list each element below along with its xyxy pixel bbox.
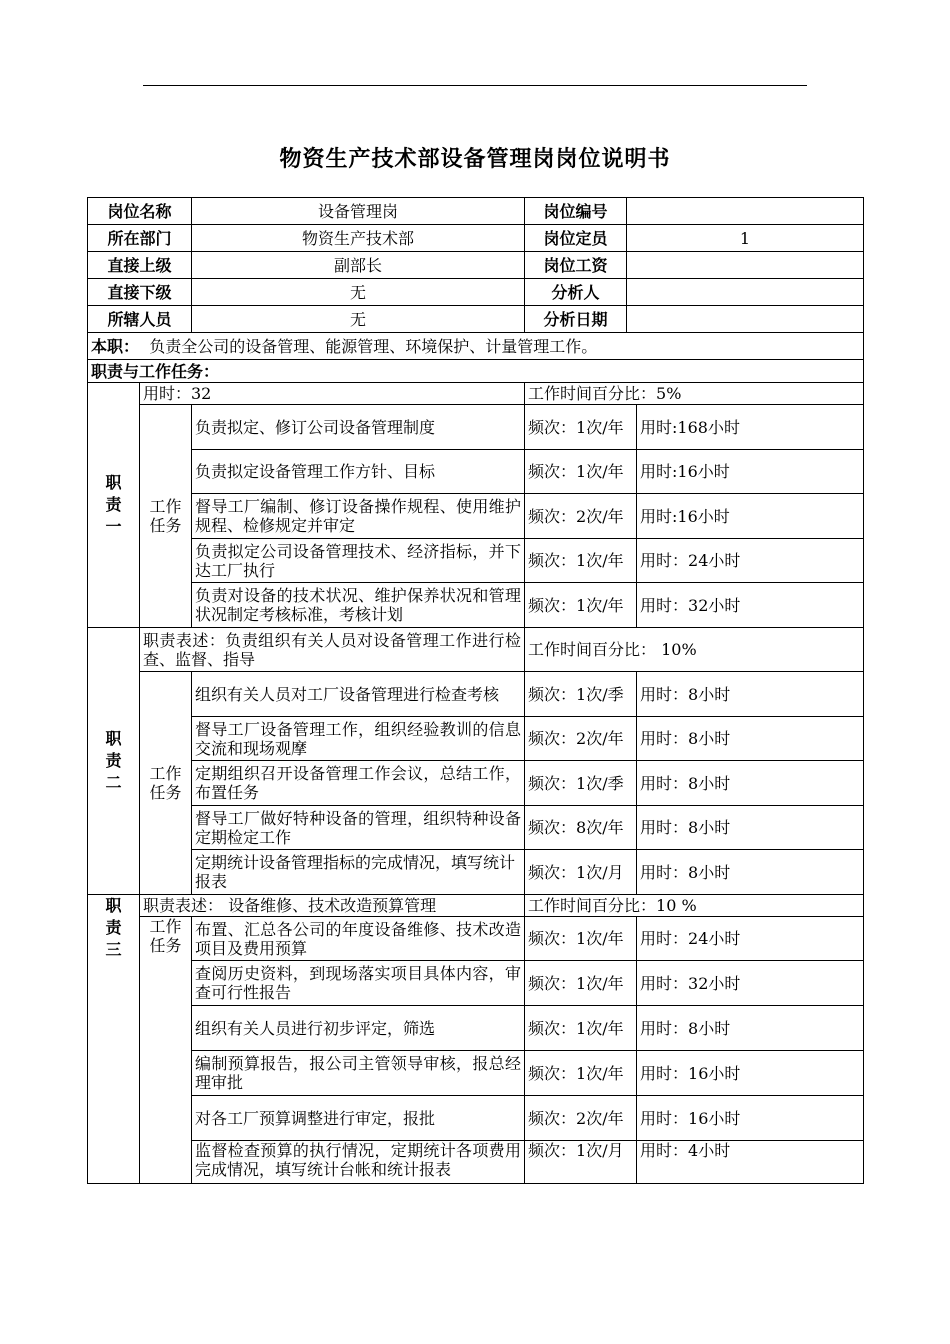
duty-summary: 职责表述：负责组织有关人员对设备管理工作进行检查、监督、指导 — [140, 628, 525, 672]
task-time: 用时：16小时 — [637, 1096, 864, 1141]
info-row — [88, 279, 864, 306]
task-text: 查阅历史资料，到现场落实项目具体内容，审查可行性报告 — [192, 961, 525, 1006]
task-row — [88, 539, 864, 583]
task-text: 督导工厂做好特种设备的管理，组织特种设备定期检定工作 — [192, 806, 525, 850]
task-row — [88, 1051, 864, 1096]
benzhi-row — [88, 333, 864, 360]
field-value: 副部长 — [192, 252, 525, 279]
duty-name: 职 责 二 — [88, 628, 140, 895]
task-text: 布置、汇总各公司的年度设备维修、技术改造项目及费用预算 — [192, 917, 525, 961]
duties-header-row — [88, 360, 864, 383]
task-time: 用时:168小时 — [637, 405, 864, 450]
task-row — [88, 1141, 864, 1184]
field-value — [627, 198, 864, 225]
task-time: 用时：8小时 — [637, 1006, 864, 1051]
task-text: 组织有关人员进行初步评定，筛选 — [192, 1006, 525, 1051]
task-row — [88, 850, 864, 895]
field-label: 直接上级 — [88, 252, 192, 279]
task-text: 定期统计设备管理指标的完成情况，填写统计报表 — [192, 850, 525, 895]
task-label: 工作 任务 — [140, 405, 192, 628]
task-row — [88, 917, 864, 961]
field-label: 所在部门 — [88, 225, 192, 252]
field-value: 无 — [192, 279, 525, 306]
task-time: 用时：24小时 — [637, 539, 864, 583]
task-text: 组织有关人员对工厂设备管理进行检查考核 — [192, 672, 525, 717]
task-frequency: 频次：1次/年 — [525, 1006, 637, 1051]
task-text: 负责对设备的技术状况、维护保养状况和管理状况制定考核标准，考核计划 — [192, 583, 525, 628]
field-label: 岗位工资 — [525, 252, 627, 279]
task-time: 用时：8小时 — [637, 806, 864, 850]
duty-percent: 工作时间百分比：5% — [525, 383, 864, 405]
field-label: 所辖人员 — [88, 306, 192, 333]
task-row — [88, 450, 864, 494]
info-row — [88, 306, 864, 333]
task-time: 用时：8小时 — [637, 850, 864, 895]
task-frequency: 频次：1次/年 — [525, 961, 637, 1006]
task-time: 用时:16小时 — [637, 494, 864, 539]
duty-summary: 职责表述： 设备维修、技术改造预算管理 — [140, 895, 525, 917]
benzhi-label: 本职： — [91, 336, 140, 356]
benzhi-cell — [88, 333, 864, 360]
duty-name: 职 责 三 — [88, 895, 140, 1184]
task-time: 用时：8小时 — [637, 761, 864, 806]
task-frequency: 频次：1次/月 — [525, 850, 637, 895]
field-value — [627, 252, 864, 279]
task-time: 用时：32小时 — [637, 961, 864, 1006]
task-text: 负责拟定公司设备管理技术、经济指标，并下达工厂执行 — [192, 539, 525, 583]
field-label: 直接下级 — [88, 279, 192, 306]
task-frequency: 频次：8次/年 — [525, 806, 637, 850]
task-text: 监督检查预算的执行情况，定期统计各项费用完成情况，填写统计台帐和统计报表 — [192, 1141, 525, 1184]
task-row — [88, 583, 864, 628]
info-row — [88, 252, 864, 279]
task-text: 负责拟定、修订公司设备管理制度 — [192, 405, 525, 450]
task-frequency: 频次：1次/年 — [525, 450, 637, 494]
task-row — [88, 405, 864, 450]
task-frequency: 频次：1次/季 — [525, 761, 637, 806]
task-frequency: 频次：1次/年 — [525, 539, 637, 583]
job-description-table — [87, 197, 864, 1184]
field-value — [627, 306, 864, 333]
field-label: 岗位编号 — [525, 198, 627, 225]
duty-summary-row — [88, 628, 864, 672]
duty-percent: 工作时间百分比： 10% — [525, 628, 864, 672]
task-frequency: 频次：2次/年 — [525, 1096, 637, 1141]
task-text: 对各工厂预算调整进行审定，报批 — [192, 1096, 525, 1141]
duty-name: 职 责 一 — [88, 383, 140, 628]
document-title: 物资生产技术部设备管理岗岗位说明书 — [279, 147, 671, 172]
duty-percent: 工作时间百分比：10 % — [525, 895, 864, 917]
task-row — [88, 494, 864, 539]
field-label: 分析人 — [525, 279, 627, 306]
task-row — [88, 806, 864, 850]
task-label: 工作 任务 — [140, 672, 192, 895]
duty-summary-row — [88, 895, 864, 917]
info-row — [88, 225, 864, 252]
task-time: 用时：32小时 — [637, 583, 864, 628]
duty-summary-row — [88, 383, 864, 405]
task-text: 督导工厂设备管理工作，组织经验教训的信息交流和现场观摩 — [192, 717, 525, 761]
field-value: 物资生产技术部 — [192, 225, 525, 252]
task-frequency: 频次：1次/年 — [525, 1051, 637, 1096]
field-value — [627, 279, 864, 306]
task-frequency: 频次：1次/年 — [525, 583, 637, 628]
info-row — [88, 198, 864, 225]
field-value: 设备管理岗 — [192, 198, 525, 225]
task-frequency: 频次：1次/年 — [525, 917, 637, 961]
task-frequency: 频次：1次/年 — [525, 405, 637, 450]
task-row — [88, 672, 864, 717]
field-label: 岗位名称 — [88, 198, 192, 225]
task-label: 工作 任务 — [140, 917, 192, 1184]
field-value: 无 — [192, 306, 525, 333]
task-row — [88, 1006, 864, 1051]
duties-header: 职责与工作任务： — [88, 360, 864, 383]
task-text: 督导工厂编制、修订设备操作规程、使用维护规程、检修规定并审定 — [192, 494, 525, 539]
task-frequency: 频次：1次/季 — [525, 672, 637, 717]
task-time: 用时:16小时 — [637, 450, 864, 494]
duty-summary: 用时：32 — [140, 383, 525, 405]
task-text: 定期组织召开设备管理工作会议，总结工作，布置任务 — [192, 761, 525, 806]
task-row — [88, 1096, 864, 1141]
task-row — [88, 761, 864, 806]
task-time: 用时：8小时 — [637, 717, 864, 761]
field-label: 岗位定员 — [525, 225, 627, 252]
header-rule — [143, 85, 807, 86]
field-value: 1 — [627, 225, 864, 252]
task-frequency: 频次：2次/年 — [525, 494, 637, 539]
task-text: 负责拟定设备管理工作方针、目标 — [192, 450, 525, 494]
task-frequency: 频次：1次/月 — [525, 1141, 637, 1184]
task-time: 用时：4小时 — [637, 1141, 864, 1184]
task-frequency: 频次：2次/年 — [525, 717, 637, 761]
task-text: 编制预算报告，报公司主管领导审核，报总经理审批 — [192, 1051, 525, 1096]
task-time: 用时：24小时 — [637, 917, 864, 961]
task-time: 用时：16小时 — [637, 1051, 864, 1096]
task-row — [88, 961, 864, 1006]
task-row — [88, 717, 864, 761]
field-label: 分析日期 — [525, 306, 627, 333]
task-time: 用时：8小时 — [637, 672, 864, 717]
benzhi-text: 负责全公司的设备管理、能源管理、环境保护、计量管理工作。 — [149, 336, 598, 356]
